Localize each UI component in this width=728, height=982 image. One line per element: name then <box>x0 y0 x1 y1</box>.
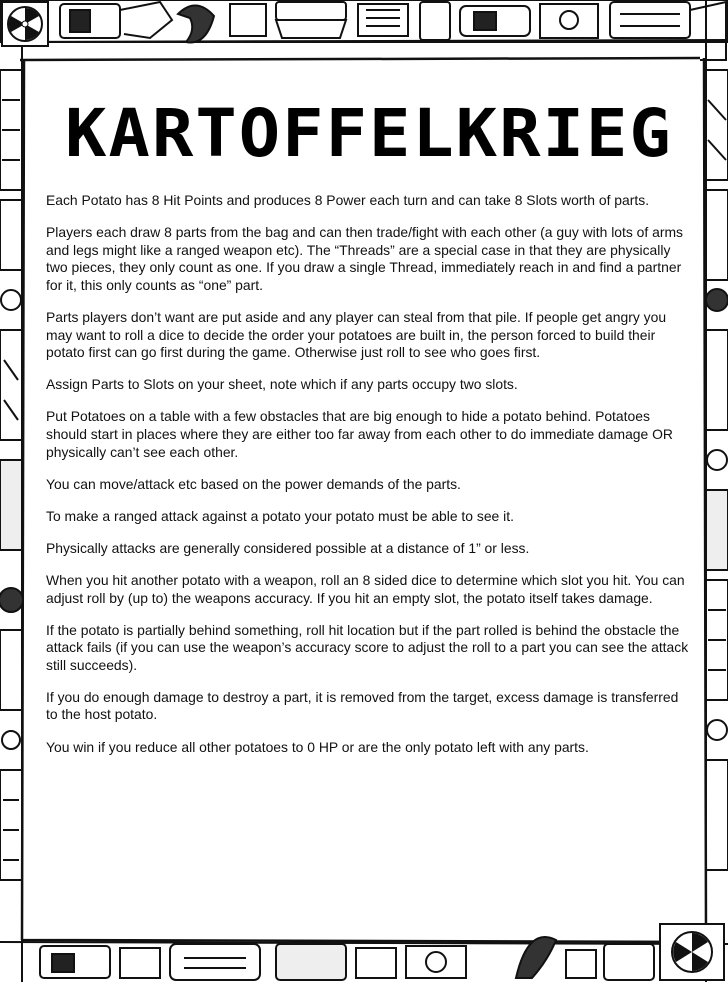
page-title: KARTOFFELKRIEG <box>65 95 673 172</box>
rule-paragraph: Put Potatoes on a table with a few obstacles that are big enough to hide a potato behind. Potatoes should start in places where they are either too far away from each other to do immediate damage OR physically can’t see each other. <box>46 408 673 460</box>
rule-paragraph: You win if you reduce all other potatoes to 0 HP or are the only potato left with any parts. <box>46 738 589 755</box>
rule-paragraph: Assign Parts to Slots on your sheet, note which if any parts occupy two slots. <box>46 376 518 393</box>
rule-paragraph: To make a ranged attack against a potato your potato must be able to see it. <box>46 507 514 524</box>
rule-paragraph: You can move/attack etc based on the power demands of the parts. <box>46 475 461 492</box>
rule-paragraph: When you hit another potato with a weapon, roll an 8 sided dice to determine which slot you hit. You can adjust roll by (up to) the weapons accuracy. If you hit an empty slot, the potato itself takes damage. <box>46 571 685 606</box>
right-border-art <box>706 70 728 870</box>
rules-document <box>46 96 692 771</box>
radiation-icon <box>2 2 48 46</box>
rule-paragraph: If you do enough damage to destroy a part, it is removed from the target, excess damage is transferred to the host potato. <box>46 688 679 723</box>
rule-paragraph: Physically attacks are generally considered possible at a distance of 1” or less. <box>46 539 530 556</box>
rule-paragraph: Each Potato has 8 Hit Points and produces 8 Power each turn and can take 8 Slots worth of parts. <box>46 192 650 208</box>
rule-paragraph: Players each draw 8 parts from the bag and can then trade/fight with each other (a guy with lots of arms and legs might like a ranged weapon etc). The “Threads” are a special case in that they are physically two pieces, they only count as one. If you draw a single Thread, immediately reach in and find a partner for it, this only counts as “one” part. <box>46 224 683 293</box>
left-border-art <box>0 70 23 880</box>
rule-paragraph: Parts players don’t want are put aside and any player can steal from that pile. If people get angry you may want to roll a dice to decide the order your potatoes are built in, the person forced to build their potato first can go first during the game. Otherwise just roll to see who goes first. <box>46 308 667 361</box>
rule-paragraph: If the potato is partially behind something, roll hit location but if the part rolled is behind the obstacle the attack fails (if you can use the weapon’s accuracy score to adjust the roll to a part you can see the attack still succeeds). <box>46 621 689 673</box>
radiation-icon <box>660 924 724 980</box>
